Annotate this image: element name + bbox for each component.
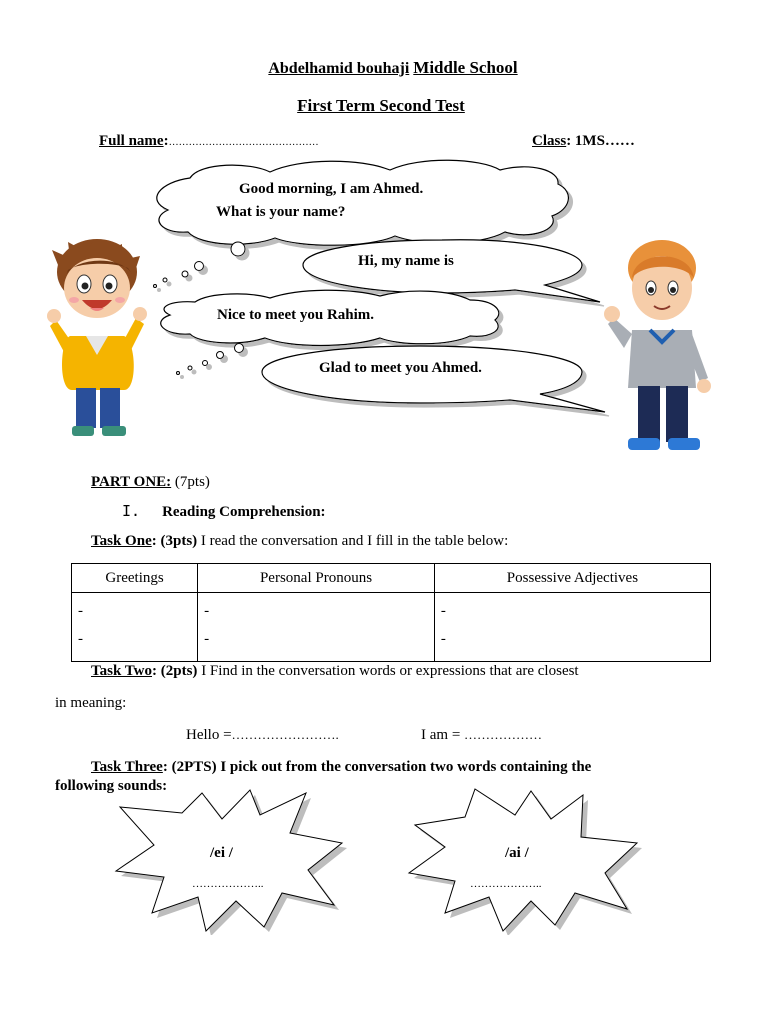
- row-marker: -: [204, 631, 210, 647]
- sound-ai-symbol: /ai /: [505, 845, 529, 861]
- part-one-points: (7pts): [174, 474, 210, 490]
- table-header-row: [72, 564, 711, 593]
- thought-dots-1: [154, 242, 246, 288]
- speech-bubble-4: [262, 346, 605, 412]
- table-header-personal-pronouns: Personal Pronouns: [198, 564, 435, 593]
- i-am-item: [421, 727, 542, 744]
- task-three-colon: :: [162, 759, 168, 775]
- class-label: Class: [532, 133, 567, 149]
- bubble-4-text: Glad to meet you Ahmed.: [319, 360, 482, 376]
- task-three-label: Task Three: [91, 759, 163, 775]
- task-one-points: (3pts): [160, 533, 198, 549]
- table-row: [72, 593, 711, 662]
- row-marker: -: [78, 631, 83, 647]
- class-value: : 1MS……: [566, 133, 635, 149]
- table-cell-personal-pronouns[interactable]: [198, 593, 435, 662]
- full-name-colon: :: [163, 133, 169, 149]
- sound-ai-blank[interactable]: ………………..: [470, 878, 542, 890]
- part-one-label: PART ONE:: [91, 474, 172, 490]
- section-title: Reading Comprehension:: [162, 504, 326, 520]
- task-two-instruction: [91, 663, 579, 680]
- task-two-colon: :: [152, 663, 158, 679]
- task-three-text-2: following sounds:: [55, 778, 168, 794]
- reading-comprehension-heading: [122, 502, 326, 521]
- bubble-1-line-1: Good morning, I am Ahmed.: [239, 181, 424, 197]
- sound-ei-symbol: /ei /: [210, 845, 233, 861]
- part-one-heading: [91, 474, 210, 491]
- i-am-label: I am =: [421, 727, 461, 743]
- thought-dots-3: [177, 344, 244, 375]
- sound-ei-blank[interactable]: ………………..: [192, 878, 264, 890]
- class-field: [532, 133, 635, 150]
- test-title: First Term Second Test: [297, 96, 465, 115]
- bubble-3-text: Nice to meet you Rahim.: [217, 307, 375, 323]
- task-one-colon: :: [151, 533, 157, 549]
- task-two-text-1: I Find in the conversation words or expressions that are closest: [201, 663, 579, 679]
- bubble-1-line-2: What is your name?: [216, 204, 346, 220]
- task-three-instruction: [91, 759, 591, 776]
- school-name: [0, 58, 768, 78]
- task-one-text: I read the conversation and I fill in the table below:: [200, 533, 509, 549]
- thought-cloud-1: [157, 160, 569, 245]
- task-one-label: Task One: [91, 533, 152, 549]
- school-name-suffix: Middle School: [413, 58, 518, 77]
- hello-blank[interactable]: …………………….: [231, 727, 339, 742]
- task-two-text-2: in meaning:: [55, 695, 127, 711]
- row-marker: -: [440, 631, 446, 647]
- row-marker: -: [440, 603, 446, 619]
- task-three-points: (2PTS): [171, 759, 217, 775]
- hello-item: [186, 727, 339, 744]
- section-numeral: I.: [122, 502, 141, 520]
- task-three-text-1: I pick out from the conversation two words containing the: [220, 759, 592, 775]
- hello-label: Hello =: [186, 727, 232, 743]
- table-header-greetings: Greetings: [72, 564, 198, 593]
- table-header-possessive-adjectives: Possessive Adjectives: [434, 564, 710, 593]
- task-two-label: Task Two: [91, 663, 153, 679]
- task-two-points: (2pts): [160, 663, 198, 679]
- i-am-blank[interactable]: ………………: [464, 727, 543, 742]
- school-name-prefix: Abdelhamid bouhaji: [268, 60, 410, 77]
- full-name-label: Full name: [99, 133, 164, 149]
- task-one-instruction: [91, 533, 508, 550]
- table-cell-greetings[interactable]: [72, 593, 198, 662]
- answer-table: [71, 563, 711, 662]
- row-marker: -: [78, 603, 83, 619]
- row-marker: -: [204, 603, 210, 619]
- table-cell-possessive-adjectives[interactable]: [434, 593, 710, 662]
- full-name-blank: ………………………………………: [168, 137, 319, 148]
- bubble-2-text: Hi, my name is: [358, 253, 454, 269]
- boy-rahim-illustration: [604, 240, 711, 450]
- boy-ahmed-illustration: [47, 239, 147, 436]
- full-name-field: [99, 133, 319, 150]
